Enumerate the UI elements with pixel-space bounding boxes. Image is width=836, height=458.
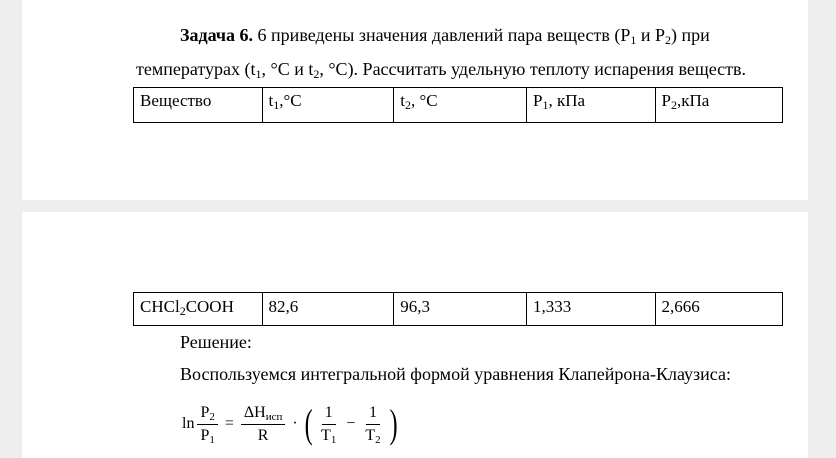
formula-equals: =: [224, 415, 234, 432]
header-p2: $P_2,кПа$: [655, 88, 783, 123]
inverse-t1-fraction: $\frac{1}{T_1}$: [321, 403, 337, 446]
cell-t1: 82,6: [262, 293, 394, 326]
header-p1: $P_1$, кПа: [526, 88, 655, 123]
task-label: Задача 6.: [180, 25, 254, 45]
inverse-t2-fraction: $\frac{1}{T_2}$: [365, 403, 381, 446]
task-statement-line-1: Задача 6. 6 приведены значения давлений пара веществ ($P_1$ и $P_2$) при: [180, 25, 710, 47]
cell-t2: 96,3: [394, 293, 527, 326]
table-header: [133, 87, 783, 123]
header-t2: $t_2$, °C: [394, 88, 527, 123]
cell-substance: CHCl$_2$COOH: [134, 293, 263, 326]
header-substance: Вещество: [134, 88, 263, 123]
cell-p1: 1,333: [526, 293, 655, 326]
document-page-2: [22, 212, 808, 458]
task-statement-line-2: температурах ($t_1$, °C и $t_2$, °C). Рассчитать удельную теплоту испарения веществ.: [136, 59, 747, 81]
pressure-ratio-fraction: $\frac{P_2}{P_1}$: [197, 403, 217, 446]
header-t1: $t_1,^\circ C$: [262, 88, 394, 123]
formula-right-paren: ): [389, 401, 398, 446]
data-table: [133, 292, 783, 326]
formula-dot: ·: [292, 415, 298, 432]
table-header-row: [134, 88, 783, 123]
formula-ln: ln: [182, 415, 195, 432]
formula-minus: −: [346, 415, 356, 432]
solution-label: Решение:: [180, 332, 252, 352]
cell-p2: 2,666: [655, 293, 783, 326]
document-page-1: [22, 0, 808, 200]
table-row: [134, 293, 783, 326]
enthalpy-fraction: $\frac{\Delta H_{исп}}{R}$: [241, 403, 286, 446]
clapeyron-clausius-formula: [182, 394, 400, 454]
method-text: Воспользуемся интегральной формой уравнения Клапейрона-Клаузиса:: [180, 364, 731, 384]
formula-left-paren: (: [304, 401, 313, 446]
